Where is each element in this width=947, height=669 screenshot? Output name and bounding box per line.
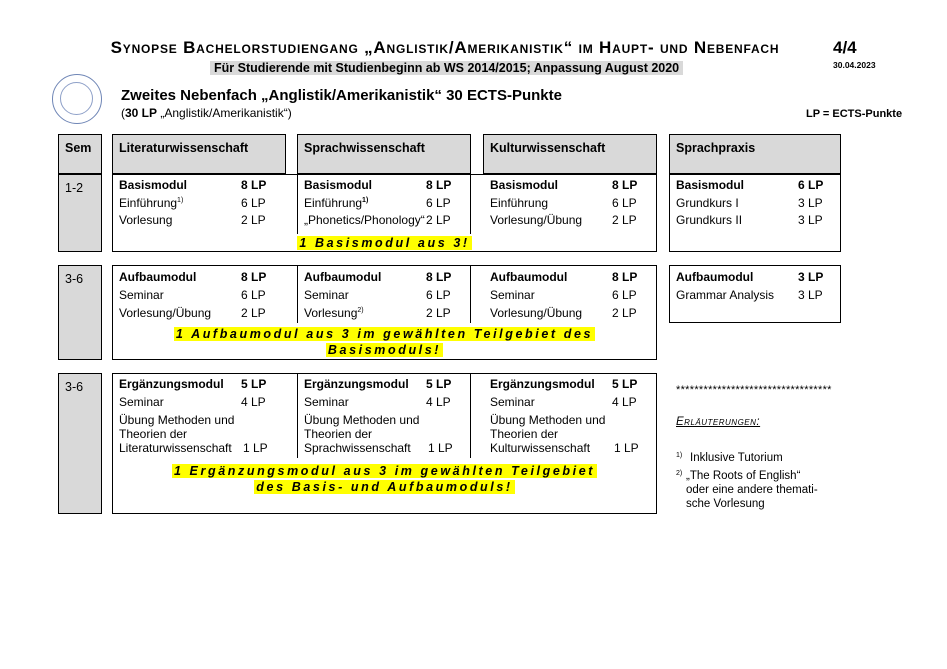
header-sprachpraxis: Sprachpraxis	[669, 134, 841, 174]
header-sprachwissenschaft: Sprachwissenschaft	[297, 134, 471, 174]
row3-banner: 1 Ergänzungsmodul aus 3 im gewählten Teilgebiet des Basis- und Aufbaumoduls!	[173, 464, 596, 494]
sem-cell-2: 3-6	[58, 265, 102, 360]
section-heading: Zweites Nebenfach „Anglistik/Amerikanistik“ 30 ECTS-Punkte	[121, 87, 562, 104]
section-subheading: (30 LP „Anglistik/Amerikanistik“)	[121, 106, 292, 120]
row1-banner: 1 Basismodul aus 3!	[299, 236, 470, 250]
page-number: 4/4	[833, 38, 857, 57]
header-kulturwissenschaft: Kulturwissenschaft	[483, 134, 657, 174]
sem-cell-1: 1-2	[58, 174, 102, 252]
sem-cell-3: 3-6	[58, 373, 102, 514]
row2-banner: 1 Aufbaumodul aus 3 im gewählten Teilgebiet des Basismoduls!	[175, 327, 594, 357]
document-title: Synopse Bachelorstudiengang „Anglistik/Amerikanistik“ im Haupt- und Nebenfach	[110, 38, 780, 57]
page-date: 30.04.2023	[833, 60, 876, 70]
header-literaturwissenschaft: Literaturwissenschaft	[112, 134, 286, 174]
header-sem: Sem	[58, 134, 102, 174]
notes-title: Erläuterungen:	[676, 416, 761, 428]
document-subtitle: Für Studierende mit Studienbeginn ab WS 2014/2015; Anpassung August 2020	[210, 61, 683, 75]
lp-legend: LP = ECTS-Punkte	[806, 108, 903, 120]
notes-divider: **********************************	[676, 384, 832, 396]
university-seal-icon	[52, 74, 102, 124]
